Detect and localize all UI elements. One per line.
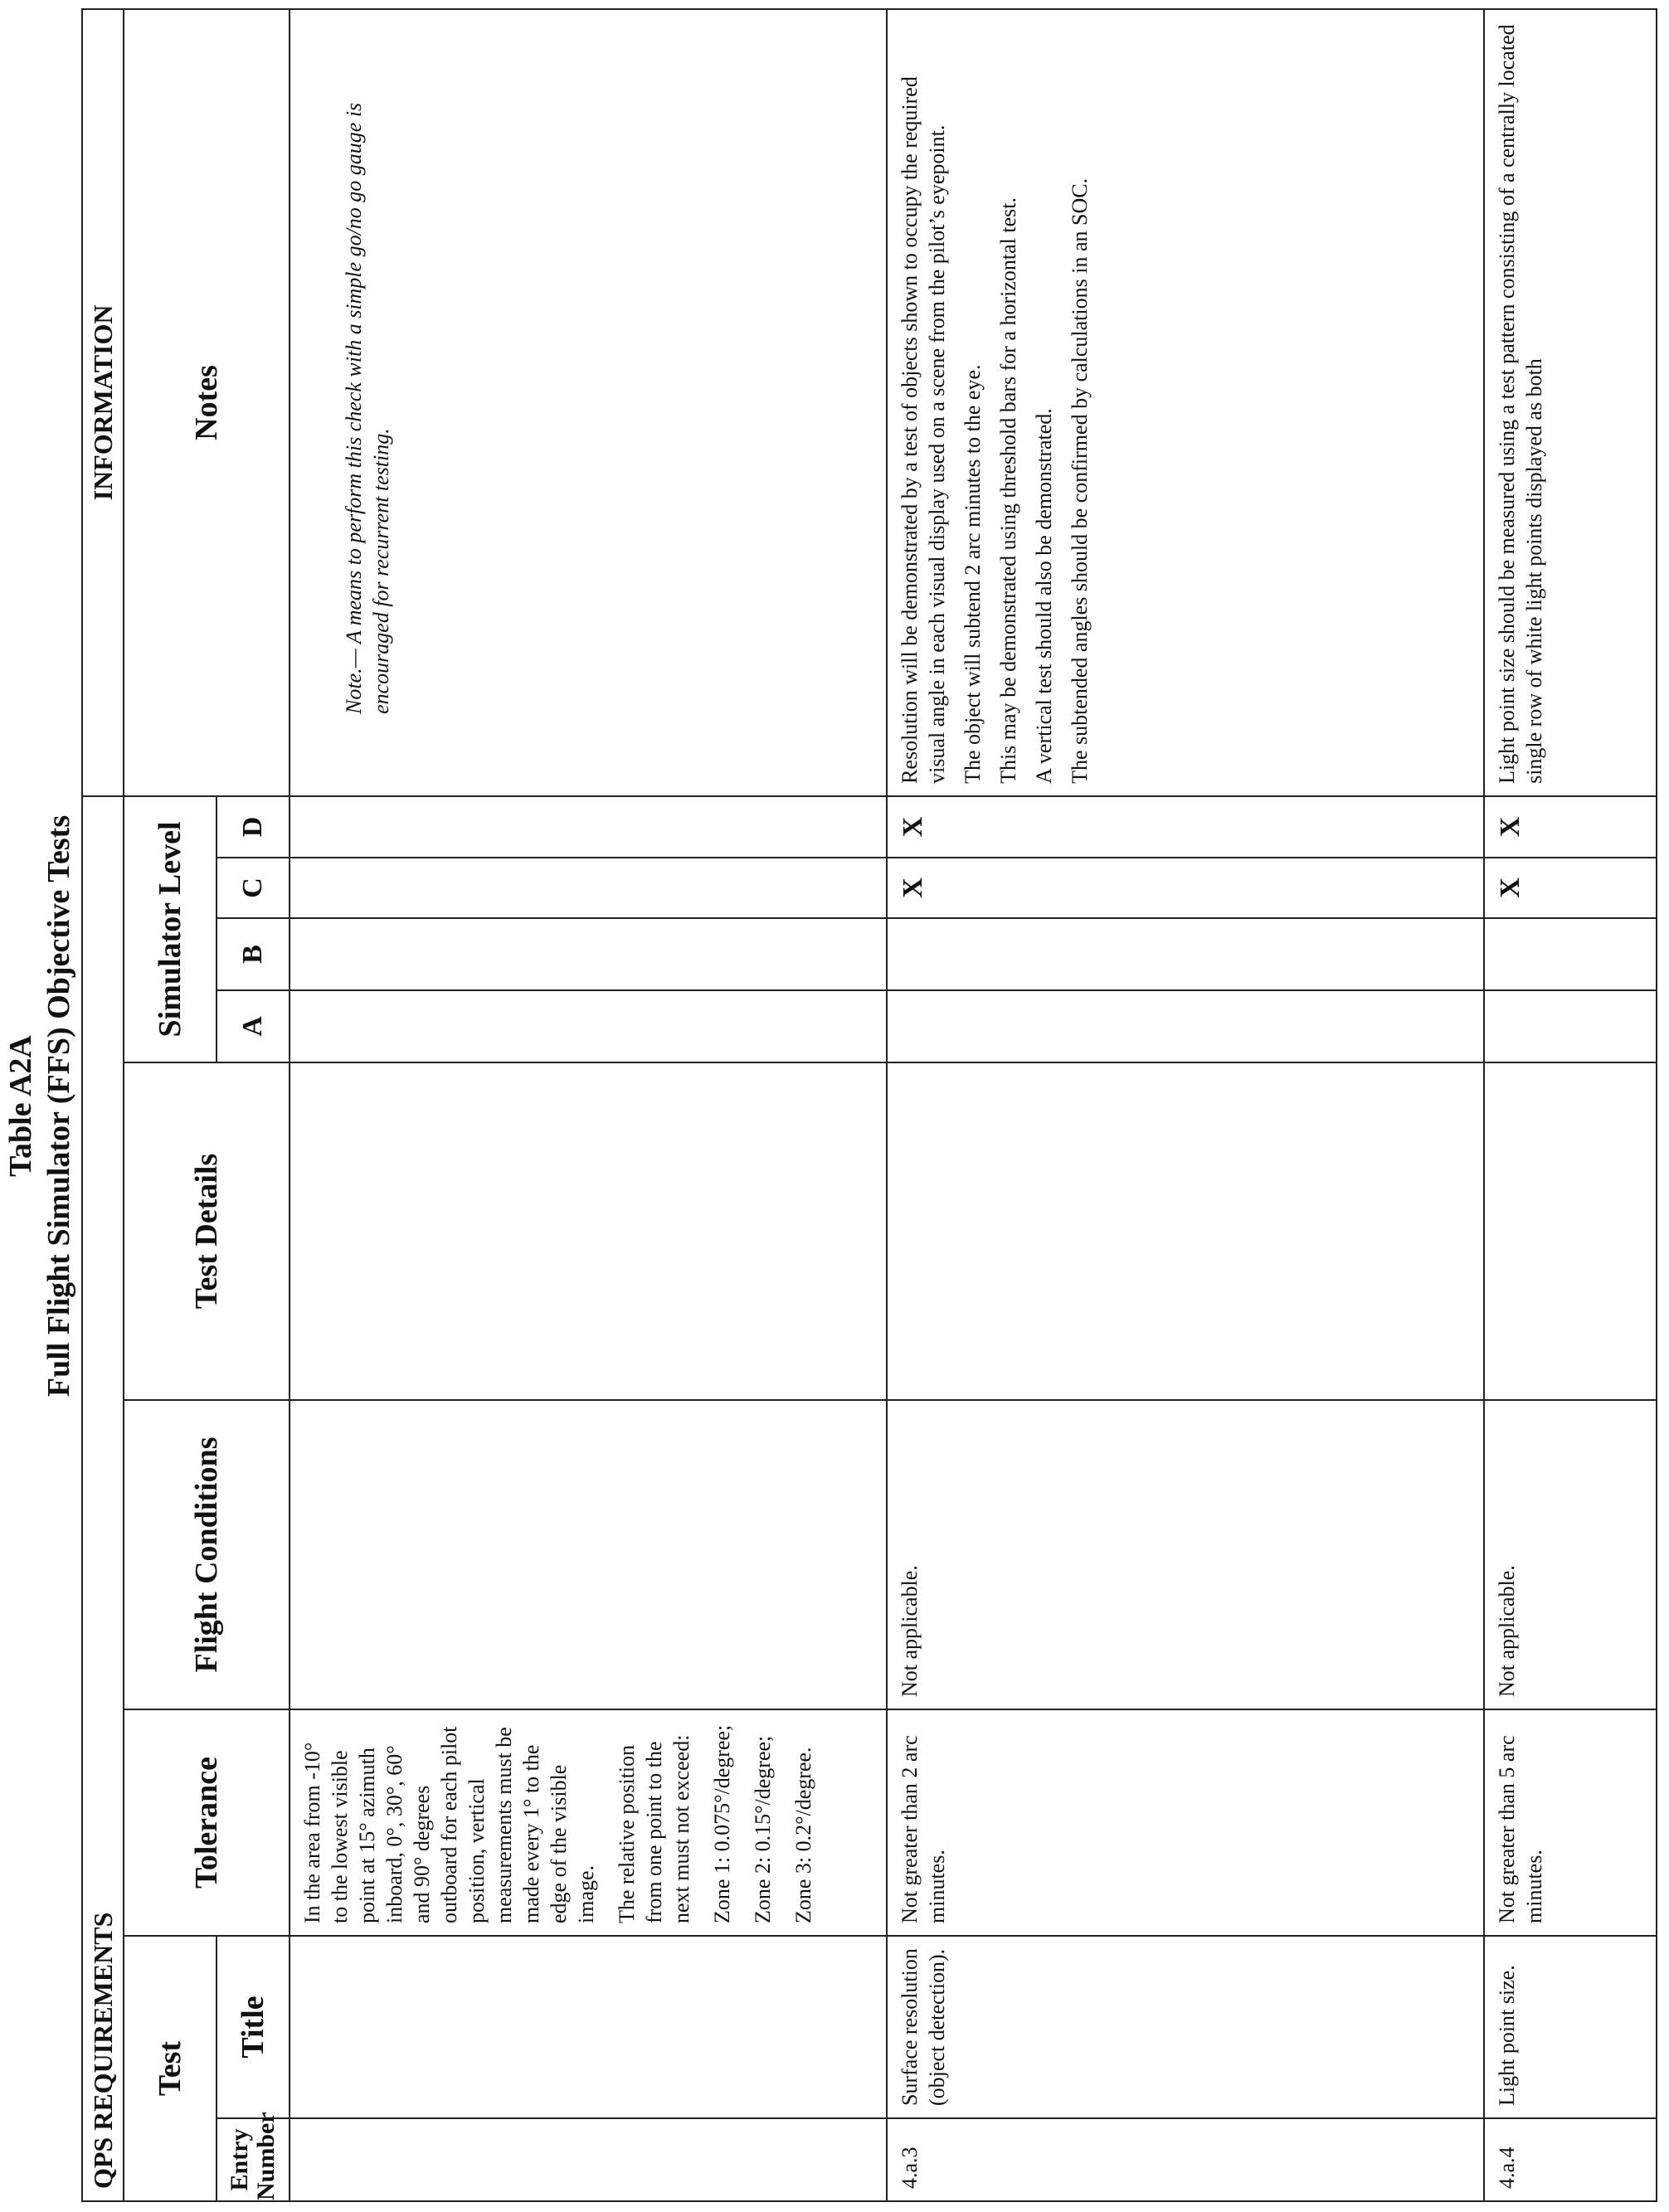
table-row	[1484, 9, 1657, 2201]
tolerance-cell	[1484, 1709, 1657, 1936]
title-cell	[290, 1936, 887, 2118]
level-d-cell: X	[887, 796, 1484, 858]
table-title: Table A2A	[3, 1035, 38, 1177]
flight-conditions-cell: Not applicable.	[887, 1400, 1484, 1709]
section-header-row	[82, 9, 124, 2201]
entry-number-cell	[290, 2118, 887, 2201]
notes-cell	[887, 9, 1484, 796]
test-details-cell	[1484, 1062, 1657, 1400]
notes-text: Light point size should be measured using a test pattern consisting of a centrally located single row of white light points displayed as both	[1495, 24, 1546, 784]
entry-number-header: Entry Number	[217, 2118, 290, 2201]
flight-conditions-cell	[290, 1400, 887, 1709]
notes-cell	[1484, 9, 1657, 796]
title-cell: Surface resolution (object detection).	[887, 1936, 1484, 2118]
level-c-header: C	[217, 858, 290, 918]
tolerance-text: Not greater than 2 arc minutes.	[898, 1735, 949, 1923]
title-cell: Light point size.	[1484, 1936, 1657, 2118]
notes-header: Notes	[124, 9, 290, 796]
tolerance-header: Tolerance	[124, 1709, 290, 1936]
level-c-cell: X	[887, 858, 1484, 918]
entry-number-cell: 4.a.4	[1484, 2118, 1657, 2201]
level-b-cell	[887, 918, 1484, 990]
column-header-row	[124, 9, 217, 2201]
test-details-cell	[290, 1062, 887, 1400]
level-a-cell	[1484, 990, 1657, 1062]
qps-requirements-header: QPS REQUIREMENTS	[82, 796, 124, 2201]
tolerance-cell	[887, 1709, 1484, 1936]
level-c-cell: X	[1484, 858, 1657, 918]
notes-text: The subtended angles should be confirmed by calculations in an SOC.	[1068, 177, 1092, 784]
level-d-cell	[290, 796, 887, 858]
test-header: Test	[124, 1936, 217, 2201]
table-row	[290, 9, 887, 2201]
level-a-cell	[887, 990, 1484, 1062]
recurrent-testing-note: Note.— A means to perform this check with a simple go/no go gauge is encouraged for recurrent testing.	[342, 102, 393, 714]
information-header: INFORMATION	[82, 9, 124, 796]
level-c-cell	[290, 858, 887, 918]
flight-conditions-cell: Not applicable.	[1484, 1400, 1657, 1709]
tolerance-text: Zone 3: 0.2°/degree.	[791, 1747, 815, 1923]
level-d-header: D	[217, 796, 290, 858]
tolerance-text: The relative position from one point to the next must not exceed:	[615, 1734, 693, 1923]
table-subtitle: Full Flight Simulator (FFS) Objective Tests	[41, 814, 76, 1398]
notes-text: The object will subtend 2 arc minutes to the eye.	[961, 364, 985, 784]
notes-text: A vertical test should also be demonstrated.	[1032, 408, 1056, 784]
flight-conditions-header: Flight Conditions	[124, 1400, 290, 1709]
test-details-header: Test Details	[124, 1062, 290, 1400]
level-a-cell	[290, 990, 887, 1062]
test-details-cell	[887, 1062, 1484, 1400]
tolerance-text: In the area from -10° to the lowest visible point at 15° azimuth inboard, 0°, 30°, 60° and 90° degrees outboard for each pilot position, vertical measurements must be made every 1° to the edge of the visible image.	[300, 1726, 598, 1923]
notes-text: Resolution will be demonstrated by a test of objects shown to occupy the required visual angle in each visual display used on a scene from the pilot’s eyepoint.	[898, 76, 949, 784]
entry-number-cell: 4.a.3	[887, 2118, 1484, 2201]
tolerance-text: Zone 1: 0.075°/degree;	[710, 1724, 734, 1923]
level-b-cell	[290, 918, 887, 990]
objective-tests-table	[81, 8, 1657, 2202]
notes-cell	[290, 9, 887, 796]
level-b-header: B	[217, 918, 290, 990]
level-b-cell	[1484, 918, 1657, 990]
tolerance-cell	[290, 1709, 887, 1936]
tolerance-text: Zone 2: 0.15°/degree;	[751, 1735, 775, 1923]
notes-text: This may be demonstrated using threshold bars for a horizontal test.	[996, 197, 1020, 784]
simulator-level-header: Simulator Level	[124, 796, 217, 1062]
table-row	[887, 9, 1484, 2201]
level-a-header: A	[217, 990, 290, 1062]
title-header: Title	[217, 1936, 290, 2118]
tolerance-text: Not greater than 5 arc minutes.	[1495, 1735, 1546, 1923]
level-d-cell: X	[1484, 796, 1657, 858]
